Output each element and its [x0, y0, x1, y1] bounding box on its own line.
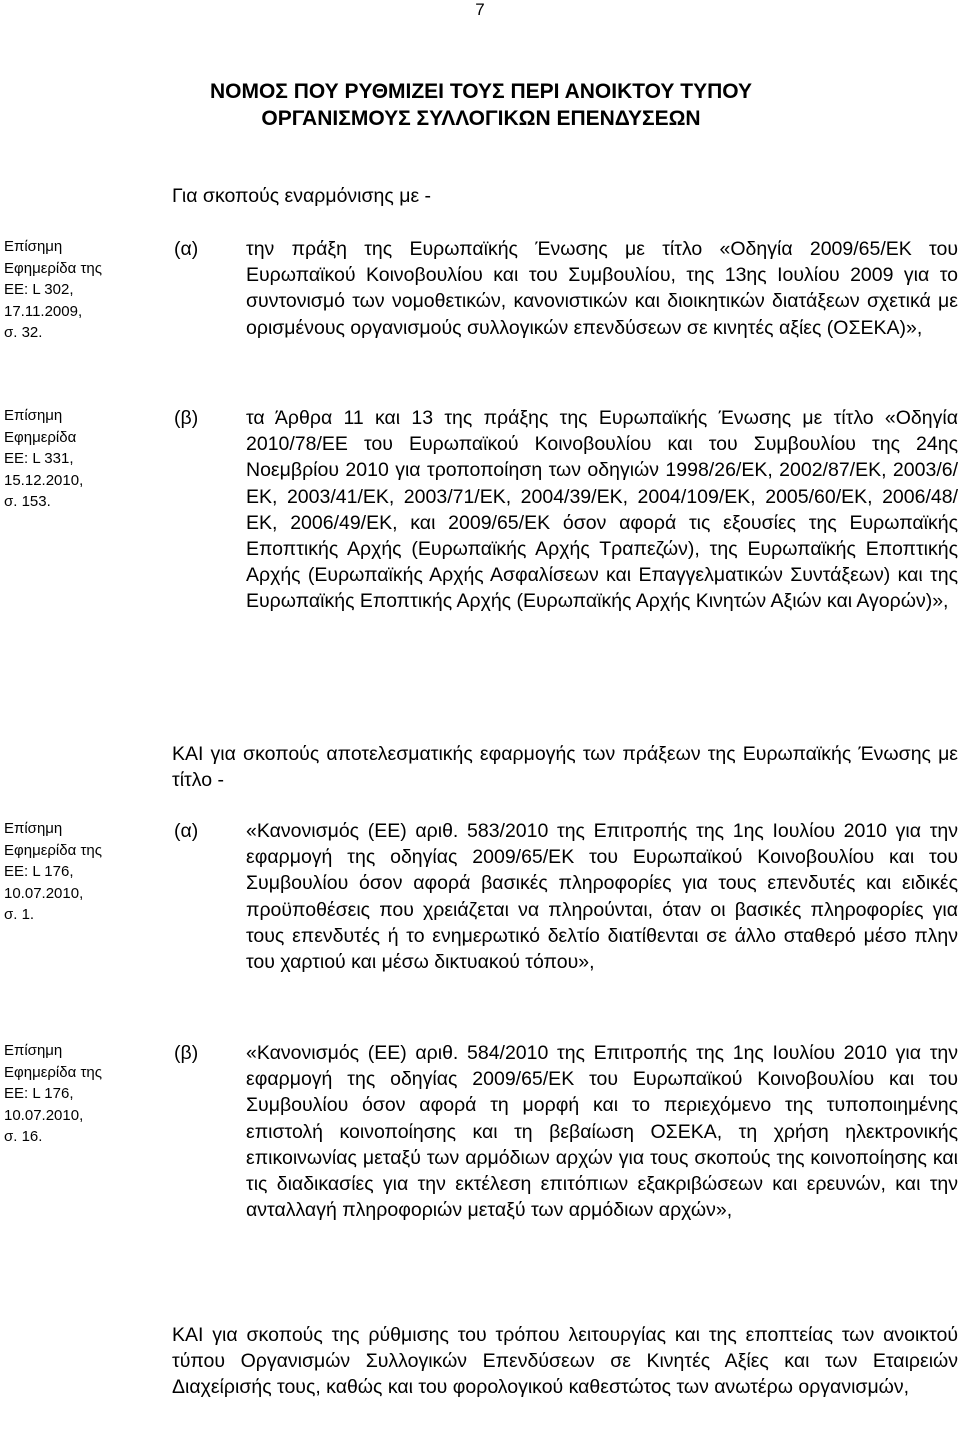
page-number: 7 [475, 0, 485, 19]
regulation-item-a-text: «Κανονισμός (ΕΕ) αριθ. 583/2010 της Επιτροπής της 1ης Ιουλίου 2010 για την εφαρμογή της οδηγίας 2009/65/ΕΚ του Ευρωπαϊκού Κοινοβουλίου και του Συμβουλίου όσον αφορά βασικές πληροφορίες για τους επενδυτές και ειδικές προϋποθέσεις που χρειάζεται να πληρούνται, όταν οι βασικές πληροφορίες για τους επενδυτές ή το ενημερωτικό δελτίο διατίθενται σε άλλο σταθερό μέσο πλην του χαρτιού και μέσω δικτυακού τόπου», [246, 820, 958, 974]
effective-application-intro: ΚΑΙ για σκοπούς αποτελεσματικής εφαρμογής των πράξεων της Ευρωπαϊκής Ένωσης με τίτλο - [172, 743, 958, 792]
margin-note-oj-l302: Επίσημη Εφημερίδα της ΕΕ: L 302, 17.11.2009, σ. 32. [4, 238, 102, 341]
margin-note-oj-l176-p1: Επίσημη Εφημερίδα της ΕΕ: L 176, 10.07.2010, σ. 1. [4, 820, 102, 923]
margin-note-oj-l176-p16: Επίσημη Εφημερίδα της ΕΕ: L 176, 10.07.2010, σ. 16. [4, 1042, 102, 1145]
regulation-item-a-marker: (α) [174, 820, 199, 842]
document-title-line-2: ΟΡΓΑΝΙΣΜΟΥΣ ΣΥΛΛΟΓΙΚΩΝ ΕΠΕΝΔΥΣΕΩΝ [261, 107, 701, 130]
harmonisation-item-a-text: την πράξη της Ευρωπαϊκής Ένωσης με τίτλο «Οδηγία 2009/65/ΕΚ του Ευρωπαϊκού Κοινοβουλίου και του Συμβουλίου, της 13ης Ιουλίου 2009 για το συντονισμό των νομοθετικών, κανονιστικών και διοικητικών διατάξεων σχετικά με ορισμένους οργανισμούς συλλογικών επενδύσεων σε κινητές αξίες (ΟΣΕΚΑ)», [246, 238, 958, 339]
regulation-item-b-marker: (β) [174, 1042, 199, 1064]
regulation-purpose-paragraph: ΚΑΙ για σκοπούς της ρύθμισης του τρόπου λειτουργίας και της εποπτείας των ανοικτού τύπου Οργανισμών Συλλογικών Επενδύσεων σε Κινητές Αξίες και των Εταιρειών Διαχείρισής τους, καθώς και του φορολογικού καθεστώτος των ανωτέρω οργανισμών, [172, 1324, 958, 1399]
harmonisation-item-b-text: τα Άρθρα 11 και 13 της πράξης της Ευρωπαϊκής Ένωσης με τίτλο «Οδηγία 2010/78/ΕΕ του Ευρωπαϊκού Κοινοβουλίου και του Συμβουλίου της 24ης Νοεμβρίου 2010 για τροποποίηση των οδηγιών 1998/26/ΕΚ, 2002/87/ΕΚ, 2003/6/ΕΚ, 2003/41/ΕΚ, 2003/71/ΕΚ, 2004/39/ΕΚ, 2004/109/ΕΚ, 2005/60/ΕΚ, 2006/48/ΕΚ, 2006/49/ΕΚ, και 2009/65/ΕΚ όσον αφορά τις εξουσίες της Ευρωπαϊκής Εποπτικής Αρχής (Ευρωπαϊκής Αρχής Τραπεζών), της Ευρωπαϊκής Εποπτικής Αρχής (Ευρωπαϊκής Αρχής Ασφαλίσεων και Επαγγελματικών Συντάξεων) και της Ευρωπαϊκής Εποπτικής Αρχής (Ευρωπαϊκής Αρχής Κινητών Αξιών και Αγορών)», [246, 407, 958, 613]
harmonisation-intro: Για σκοπούς εναρμόνισης με - [172, 185, 432, 207]
document-title-line-1: ΝΟΜΟΣ ΠΟΥ ΡΥΘΜΙΖΕΙ ΤΟΥΣ ΠΕΡΙ ΑΝΟΙΚΤΟΥ ΤΥΠΟΥ [209, 80, 753, 103]
margin-note-oj-l331: Επίσημη Εφημερίδα ΕΕ: L 331, 15.12.2010, σ. 153. [4, 407, 84, 510]
regulation-item-b-text: «Κανονισμός (ΕΕ) αριθ. 584/2010 της Επιτροπής της 1ης Ιουλίου 2010 για την εφαρμογή της οδηγίας 2009/65/ΕΚ του Ευρωπαϊκού Κοινοβουλίου και του Συμβουλίου όσον αφορά τη μορφή και το περιεχόμενο της τυποποιημένης επιστολή κοινοποίησης και τη βεβαίωση ΟΣΕΚΑ, τη χρήση ηλεκτρονικής επικοινωνίας μεταξύ των αρμόδιων αρχών για τους σκοπούς της κοινοποίησης και τις διαδικασίες για την εκτέλεση επιτόπιων εξακριβώσεων και ερευνών, και την ανταλλαγή πληροφοριών μεταξύ των αρμόδιων αρχών», [246, 1042, 958, 1222]
harmonisation-item-b-marker: (β) [174, 407, 199, 429]
harmonisation-item-a-marker: (α) [174, 238, 199, 260]
